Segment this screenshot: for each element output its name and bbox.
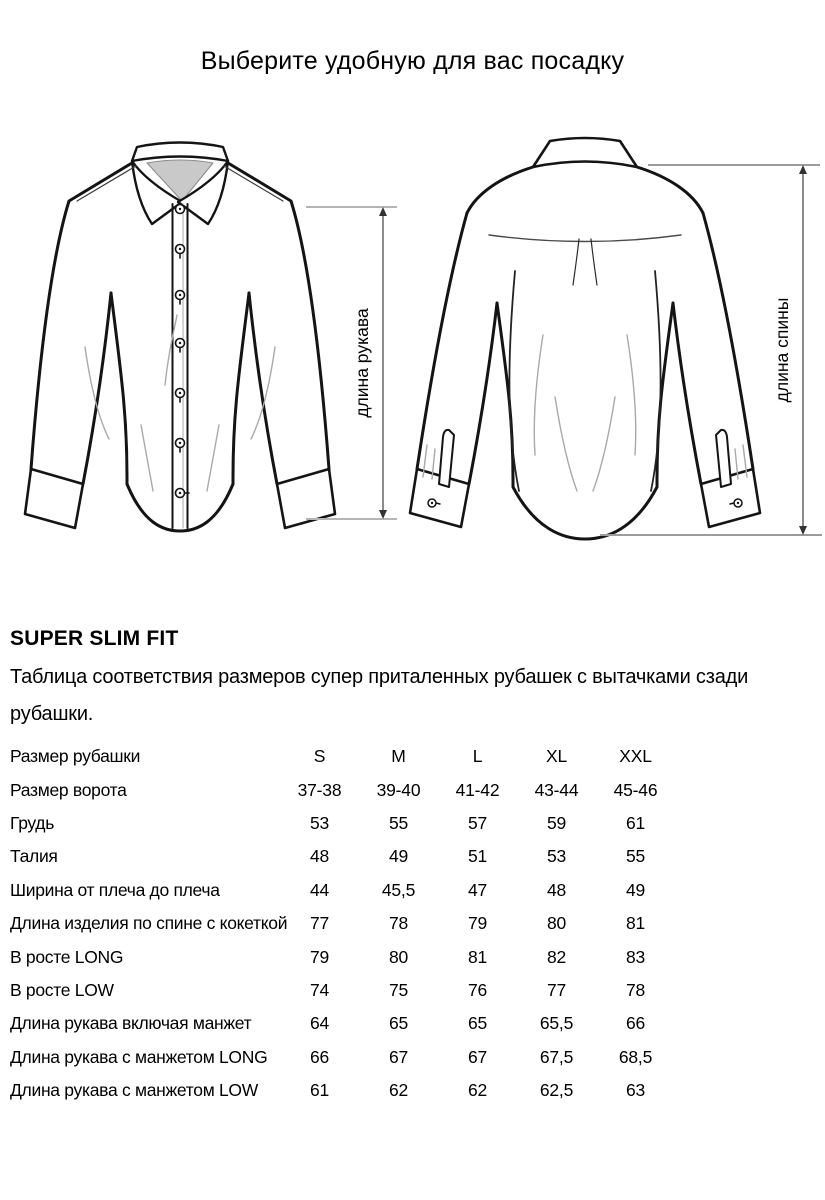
cell-value: 53: [546, 846, 567, 867]
back-length-label: длина спины: [772, 297, 792, 403]
cell-value: 48: [309, 846, 330, 867]
cell-value: 81: [625, 913, 646, 934]
cell-value: 81: [467, 946, 488, 967]
table-row: [0, 874, 825, 907]
cell-value: 78: [625, 979, 646, 1000]
cell-value: 67: [388, 1046, 409, 1067]
cell-value: 47: [467, 879, 488, 900]
fit-name-heading: SUPER SLIM FIT: [10, 627, 179, 650]
cell-value: 44: [309, 879, 330, 900]
row-label: Длина рукава с манжетом LOW: [10, 1080, 258, 1101]
cell-value: 64: [309, 1013, 330, 1034]
table-row: [0, 1007, 825, 1040]
table-row: [0, 940, 825, 973]
shirt-diagram: [0, 123, 825, 570]
cell-value: 76: [467, 979, 488, 1000]
cell-value: 78: [388, 913, 409, 934]
table-row: [0, 740, 825, 773]
cell-value: 62: [467, 1080, 488, 1101]
cell-value: 59: [546, 812, 567, 833]
row-label: В росте LOW: [10, 979, 114, 1000]
cell-value: 82: [546, 946, 567, 967]
cell-value: 43-44: [534, 779, 579, 800]
row-label: Размер ворота: [10, 779, 127, 800]
sleeve-length-label: длина рукава: [352, 308, 372, 418]
row-label: Размер рубашки: [10, 746, 141, 767]
cell-value: 77: [309, 913, 330, 934]
cell-value: XXL: [619, 746, 652, 767]
cell-value: 65: [467, 1013, 488, 1034]
cell-value: L: [472, 746, 483, 767]
page-title: Выберите удобную для вас посадку: [200, 47, 625, 75]
cell-value: 62: [388, 1080, 409, 1101]
cell-value: 55: [625, 846, 646, 867]
size-table: [0, 740, 825, 1107]
row-label: В росте LONG: [10, 946, 124, 967]
cell-value: 83: [625, 946, 646, 967]
table-row: [0, 807, 825, 840]
cell-value: 66: [309, 1046, 330, 1067]
back-length-dimension: [600, 165, 822, 535]
shirt-diagram-canvas: [0, 123, 825, 570]
cell-value: 80: [388, 946, 409, 967]
row-label: Ширина от плеча до плеча: [10, 879, 220, 900]
cell-value: 79: [467, 913, 488, 934]
cell-value: 74: [309, 979, 330, 1000]
cell-value: 66: [625, 1013, 646, 1034]
cell-value: 80: [546, 913, 567, 934]
row-label: Длина рукава включая манжет: [10, 1013, 252, 1034]
cell-value: 37-38: [297, 779, 342, 800]
cell-value: 48: [546, 879, 567, 900]
cell-value: 61: [625, 812, 646, 833]
cell-value: XL: [545, 746, 567, 767]
cell-value: 57: [467, 812, 488, 833]
cell-value: 77: [546, 979, 567, 1000]
cell-value: 51: [467, 846, 488, 867]
shirt-back-drawing: [410, 138, 760, 539]
cell-value: 49: [388, 846, 409, 867]
cell-value: 45-46: [613, 779, 658, 800]
arrow-down-icon: [379, 510, 387, 519]
row-label: Длина изделия по спине с кокеткой: [10, 913, 288, 934]
table-row: [0, 1074, 825, 1107]
cell-value: 41-42: [455, 779, 500, 800]
table-row: [0, 840, 825, 873]
cell-value: 61: [309, 1080, 330, 1101]
fit-description: Таблица соответствия размеров супер приталенных рубашек с вытачками сзади рубашки.: [10, 666, 749, 725]
cell-value: 75: [388, 979, 409, 1000]
table-row: [0, 907, 825, 940]
cell-value: 65: [388, 1013, 409, 1034]
row-label: Длина рукава с манжетом LONG: [10, 1046, 268, 1067]
arrow-up-icon: [799, 165, 807, 174]
cell-value: 63: [625, 1080, 646, 1101]
cell-value: S: [313, 746, 326, 767]
cell-value: 53: [309, 812, 330, 833]
cell-value: 68,5: [618, 1046, 653, 1067]
cell-value: M: [391, 746, 406, 767]
row-label: Грудь: [10, 812, 55, 833]
arrow-up-icon: [379, 207, 387, 216]
cell-value: 45,5: [381, 879, 416, 900]
cell-value: 39-40: [376, 779, 421, 800]
cell-value: 79: [309, 946, 330, 967]
arrow-down-icon: [799, 526, 807, 535]
table-row: [0, 974, 825, 1007]
cell-value: 67: [467, 1046, 488, 1067]
cell-value: 49: [625, 879, 646, 900]
cell-value: 67,5: [539, 1046, 574, 1067]
cell-value: 62,5: [539, 1080, 574, 1101]
table-row: [0, 773, 825, 806]
cell-value: 65,5: [539, 1013, 574, 1034]
row-label: Талия: [10, 846, 58, 867]
cell-value: 55: [388, 812, 409, 833]
table-row: [0, 1041, 825, 1074]
shirt-front-drawing: [25, 143, 335, 532]
